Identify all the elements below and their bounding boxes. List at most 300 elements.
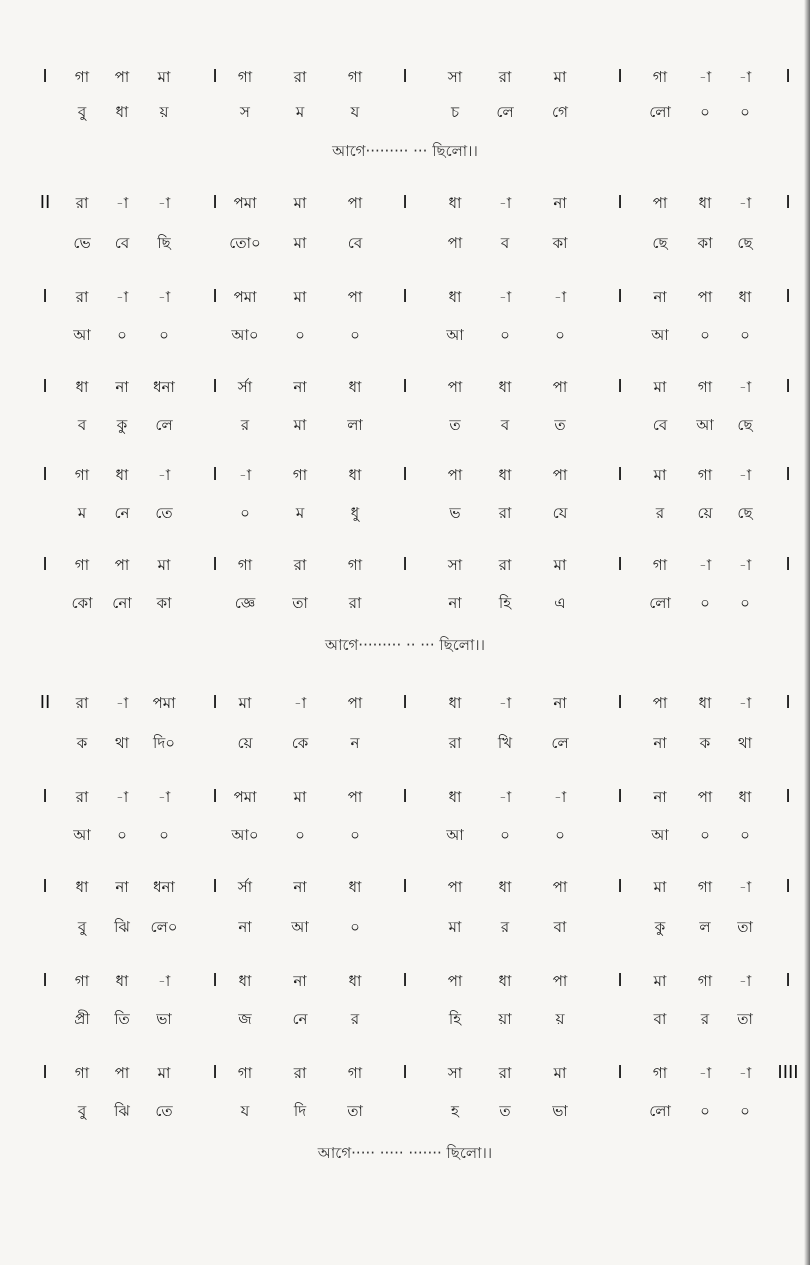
note-cell: -া [498, 694, 512, 712]
bar-line: I [402, 970, 408, 991]
note-cell: -া [157, 288, 171, 306]
lyric-syllable: লো [649, 103, 671, 121]
note-cell: ধা [115, 972, 129, 990]
note-cell: গা [347, 68, 363, 86]
note-cell: পা [447, 878, 463, 896]
note-cell: রা [75, 788, 89, 806]
swaralipi-row [0, 282, 810, 312]
bar-line: I [212, 876, 218, 897]
lyric-row [0, 97, 810, 127]
bar-line: I [212, 970, 218, 991]
lyric-syllable: য়ে [697, 504, 713, 522]
lyric-syllable: হ [451, 1102, 459, 1120]
note-cell: -া [553, 788, 567, 806]
note-cell: গা [697, 378, 713, 396]
note-cell: না [293, 972, 307, 990]
lyric-syllable: য়া [498, 1010, 512, 1028]
note-cell: ধা [448, 788, 462, 806]
lyric-row [0, 228, 810, 258]
lyric-syllable: তা [292, 594, 308, 612]
lyric-syllable: থা [737, 734, 753, 752]
lyric-syllable: ব [77, 416, 87, 434]
bar-line: II [39, 192, 51, 213]
note-cell: -া [498, 288, 512, 306]
note-cell: র্সা [237, 378, 253, 396]
note-cell: ধা [698, 694, 712, 712]
lyric-row [0, 588, 810, 618]
note-cell: -া [738, 68, 752, 86]
lyric-syllable: খি [497, 734, 513, 752]
note-cell: গা [652, 556, 668, 574]
note-cell: ধা [348, 972, 362, 990]
note-cell: -া [738, 694, 752, 712]
lyric-syllable: কো [71, 594, 93, 612]
note-cell: পা [552, 466, 568, 484]
lyric-syllable: লো [649, 1102, 671, 1120]
note-cell: মা [653, 378, 667, 396]
bar-line: II [39, 692, 51, 713]
bar-line: I [617, 876, 623, 897]
lyric-syllable: তা [737, 918, 753, 936]
lyric-syllable: ০ [700, 103, 710, 121]
lyric-syllable: তি [114, 1010, 130, 1028]
note-cell: -া [115, 788, 129, 806]
lyric-syllable: য [350, 103, 360, 121]
lyric-syllable: র [350, 1010, 360, 1028]
bar-line: I [617, 970, 623, 991]
lyric-syllable: ক [699, 734, 711, 752]
note-cell: -া [698, 1064, 712, 1082]
note-cell: গা [697, 972, 713, 990]
bar-line: I [212, 286, 218, 307]
note-cell: -া [698, 68, 712, 86]
lyric-syllable: লে [496, 103, 514, 121]
note-cell: গা [237, 68, 253, 86]
note-cell: গা [697, 466, 713, 484]
lyric-syllable: ব [500, 416, 510, 434]
lyric-syllable: মা [293, 234, 307, 252]
swaralipi-row [0, 688, 810, 718]
bar-line: I [402, 692, 408, 713]
bar-line: I [617, 786, 623, 807]
lyric-syllable: তে [155, 1102, 173, 1120]
swaralipi-row [0, 966, 810, 996]
lyric-syllable: ছে [737, 504, 753, 522]
bar-line: I [42, 554, 48, 575]
bar-line: I [212, 376, 218, 397]
lyric-syllable: পা [447, 234, 463, 252]
lyric-syllable: বে [347, 234, 363, 252]
bar-line: I [785, 66, 791, 87]
bar-line: I [402, 192, 408, 213]
note-cell: পা [652, 194, 668, 212]
lyric-syllable: য়ে [237, 734, 253, 752]
lyric-syllable: নে [114, 504, 130, 522]
lyric-syllable: নে [292, 1010, 308, 1028]
note-cell: পা [552, 878, 568, 896]
lyric-syllable: র [240, 416, 250, 434]
lyric-syllable: য় [555, 1010, 565, 1028]
lyric-syllable: লা [347, 416, 363, 434]
bar-line: I [785, 786, 791, 807]
note-cell: না [293, 878, 307, 896]
note-cell: -া [115, 288, 129, 306]
page-edge-shadow [804, 0, 810, 1265]
lyric-syllable: ০ [740, 1102, 750, 1120]
lyric-syllable: ক [76, 734, 88, 752]
note-cell: পা [114, 68, 130, 86]
note-cell: রা [293, 68, 307, 86]
note-cell: মা [553, 556, 567, 574]
lyric-syllable: ধা [115, 103, 129, 121]
lyric-row [0, 498, 810, 528]
bar-line: I [402, 464, 408, 485]
note-cell: ধা [348, 378, 362, 396]
lyric-syllable: তে [155, 504, 173, 522]
lyric-syllable: ০ [350, 918, 360, 936]
note-cell: গা [292, 466, 308, 484]
bar-line: I [212, 464, 218, 485]
note-cell: রা [498, 1064, 512, 1082]
bar-line: I [212, 692, 218, 713]
lyric-syllable: আ [73, 326, 91, 344]
lyric-syllable: ল [699, 918, 711, 936]
bar-line: I [212, 554, 218, 575]
lyric-syllable: আ [73, 826, 91, 844]
bar-line: I [785, 970, 791, 991]
lyric-syllable: কা [697, 234, 713, 252]
lyric-syllable: জ্ঞে [234, 594, 256, 612]
note-cell: ধা [115, 466, 129, 484]
note-cell: গা [74, 68, 90, 86]
lyric-syllable: ০ [350, 826, 360, 844]
note-cell: পমা [233, 194, 257, 212]
lyric-syllable: ০ [740, 103, 750, 121]
bar-line: I [42, 376, 48, 397]
bar-line: I [617, 692, 623, 713]
note-cell: ধা [498, 878, 512, 896]
lyric-syllable: যে [552, 504, 568, 522]
lyric-syllable: লে [155, 416, 173, 434]
note-cell: রা [293, 556, 307, 574]
note-cell: -া [115, 694, 129, 712]
lyric-syllable: রা [448, 734, 462, 752]
lyric-syllable: ভা [156, 1010, 172, 1028]
note-cell: মা [553, 68, 567, 86]
bar-line: I [212, 1062, 218, 1083]
lyric-syllable: কা [156, 594, 172, 612]
lyric-syllable: এ [554, 594, 566, 612]
note-cell: পা [347, 194, 363, 212]
note-cell: গা [74, 556, 90, 574]
note-cell: -া [498, 788, 512, 806]
bar-line: I [617, 376, 623, 397]
lyric-syllable: আ [291, 918, 309, 936]
lyric-syllable: ভে [73, 234, 91, 252]
lyric-syllable: ভ [449, 504, 461, 522]
swaralipi-row [0, 460, 810, 490]
note-cell: মা [653, 878, 667, 896]
lyric-syllable: ০ [159, 826, 169, 844]
lyric-syllable: ০ [555, 826, 565, 844]
lyric-syllable: য [240, 1102, 250, 1120]
note-cell: রা [75, 288, 89, 306]
bar-line: I [785, 876, 791, 897]
bar-line: I [617, 286, 623, 307]
lyric-syllable: ম [295, 504, 305, 522]
bar-line: I [617, 66, 623, 87]
note-cell: গা [697, 878, 713, 896]
lyric-syllable: ০ [117, 826, 127, 844]
note-cell: গা [74, 466, 90, 484]
lyric-syllable: তা [737, 1010, 753, 1028]
lyric-row [0, 820, 810, 850]
note-cell: মা [653, 972, 667, 990]
note-cell: -া [738, 194, 752, 212]
note-cell: -া [157, 972, 171, 990]
note-cell: গা [347, 1064, 363, 1082]
swaralipi-row [0, 782, 810, 812]
note-cell: ধা [238, 972, 252, 990]
note-cell: -া [157, 194, 171, 212]
lyric-syllable: কু [116, 416, 128, 434]
lyric-syllable: র [655, 504, 665, 522]
lyric-syllable: বু [77, 918, 87, 936]
note-cell: পা [652, 694, 668, 712]
note-cell: পা [347, 288, 363, 306]
bar-line: I [617, 464, 623, 485]
swaralipi-row [0, 1058, 810, 1088]
lyric-syllable: জ [238, 1010, 252, 1028]
lyric-syllable: না [448, 594, 462, 612]
note-cell: ধা [75, 878, 89, 896]
swaralipi-row [0, 372, 810, 402]
lyric-syllable: আ [696, 416, 714, 434]
note-cell: গা [347, 556, 363, 574]
lyric-syllable: তা [347, 1102, 363, 1120]
bar-line: I [42, 66, 48, 87]
lyric-syllable: আ [446, 826, 464, 844]
note-cell: পা [447, 972, 463, 990]
note-cell: না [553, 194, 567, 212]
bar-line: I [42, 286, 48, 307]
note-cell: পা [114, 1064, 130, 1082]
note-cell: পা [697, 788, 713, 806]
note-cell: মা [157, 556, 171, 574]
bar-line: IIII [777, 1062, 799, 1083]
note-cell: পা [347, 694, 363, 712]
note-cell: পমা [152, 694, 176, 712]
lyric-syllable: হি [448, 1010, 462, 1028]
bar-line: I [42, 464, 48, 485]
lyric-syllable: ত [554, 416, 566, 434]
lyric-syllable: থা [114, 734, 130, 752]
note-cell: না [653, 788, 667, 806]
note-cell: না [653, 288, 667, 306]
note-cell: ধা [75, 378, 89, 396]
note-cell: মা [157, 68, 171, 86]
note-cell: ধা [498, 972, 512, 990]
bar-line: I [402, 876, 408, 897]
note-cell: মা [553, 1064, 567, 1082]
bar-line: I [785, 376, 791, 397]
swaralipi-row [0, 188, 810, 218]
note-cell: ধা [448, 288, 462, 306]
refrain-line: আগে········· ·· ··· ছিলো।। [324, 636, 486, 654]
bar-line: I [42, 876, 48, 897]
lyric-syllable: আ [651, 326, 669, 344]
lyric-syllable: ছে [737, 234, 753, 252]
note-cell: -া [157, 466, 171, 484]
note-cell: -া [157, 788, 171, 806]
lyric-syllable: ম [77, 504, 87, 522]
bar-line: I [617, 554, 623, 575]
lyric-syllable: প্রী [74, 1010, 90, 1028]
note-cell: না [115, 878, 129, 896]
bar-line: I [785, 286, 791, 307]
lyric-syllable: কে [291, 734, 309, 752]
lyric-syllable: বা [553, 918, 567, 936]
lyric-syllable: তো০ [229, 234, 261, 252]
note-cell: -া [738, 1064, 752, 1082]
note-cell: মা [653, 466, 667, 484]
lyric-syllable: ০ [295, 826, 305, 844]
lyric-row [0, 320, 810, 350]
lyric-syllable: আ০ [231, 826, 259, 844]
lyric-syllable: ভা [552, 1102, 568, 1120]
lyric-syllable: রা [498, 504, 512, 522]
bar-line: I [212, 192, 218, 213]
bar-line: I [402, 286, 408, 307]
bar-line: I [402, 66, 408, 87]
lyric-syllable: বে [652, 416, 668, 434]
bar-line: I [42, 786, 48, 807]
lyric-syllable: ০ [159, 326, 169, 344]
lyric-syllable: ছে [737, 416, 753, 434]
lyric-syllable: মা [293, 416, 307, 434]
note-cell: র্সা [237, 878, 253, 896]
lyric-syllable: বে [114, 234, 130, 252]
note-cell: ধা [738, 288, 752, 306]
lyric-syllable: আ [446, 326, 464, 344]
note-cell: রা [498, 556, 512, 574]
swaralipi-row [0, 872, 810, 902]
lyric-syllable: লো [649, 594, 671, 612]
lyric-syllable: বু [77, 1102, 87, 1120]
lyric-syllable: ন [350, 734, 360, 752]
bar-line: I [42, 1062, 48, 1083]
note-cell: -া [738, 466, 752, 484]
lyric-syllable: লে০ [150, 918, 178, 936]
note-cell: ধা [498, 378, 512, 396]
lyric-syllable: আ [651, 826, 669, 844]
note-cell: ধা [448, 694, 462, 712]
bar-line: I [402, 1062, 408, 1083]
note-cell: সা [447, 556, 463, 574]
note-cell: পা [447, 466, 463, 484]
bar-line: I [785, 464, 791, 485]
note-cell: মা [238, 694, 252, 712]
lyric-syllable: চ [450, 103, 460, 121]
note-cell: ধা [348, 878, 362, 896]
note-cell: গা [652, 1064, 668, 1082]
note-cell: সা [447, 68, 463, 86]
lyric-syllable: দি০ [153, 734, 175, 752]
lyric-syllable: ০ [740, 826, 750, 844]
note-cell: -া [738, 878, 752, 896]
note-cell: -া [115, 194, 129, 212]
lyric-syllable: ধু [350, 504, 360, 522]
lyric-row [0, 410, 810, 440]
note-cell: ধা [348, 466, 362, 484]
lyric-syllable: ০ [350, 326, 360, 344]
note-cell: না [293, 378, 307, 396]
note-cell: পা [552, 972, 568, 990]
note-cell: -া [698, 556, 712, 574]
note-cell: পা [114, 556, 130, 574]
lyric-syllable: হি [498, 594, 512, 612]
lyric-syllable: ০ [500, 826, 510, 844]
note-cell: রা [293, 1064, 307, 1082]
note-cell: -া [738, 378, 752, 396]
bar-line: I [785, 692, 791, 713]
note-cell: ধনা [153, 878, 175, 896]
note-cell: গা [74, 972, 90, 990]
note-cell: গা [74, 1064, 90, 1082]
lyric-syllable: বু [77, 103, 87, 121]
note-cell: -া [238, 466, 252, 484]
note-cell: রা [498, 68, 512, 86]
note-cell: রা [75, 694, 89, 712]
lyric-syllable: ম [295, 103, 305, 121]
lyric-syllable: ০ [117, 326, 127, 344]
note-cell: পমা [233, 288, 257, 306]
lyric-syllable: ০ [555, 326, 565, 344]
bar-line: I [785, 192, 791, 213]
lyric-syllable: ০ [240, 504, 250, 522]
note-cell: পা [697, 288, 713, 306]
note-cell: না [553, 694, 567, 712]
note-cell: -া [553, 288, 567, 306]
lyric-syllable: ছি [157, 234, 171, 252]
note-cell: রা [75, 194, 89, 212]
swaralipi-row [0, 62, 810, 92]
refrain-line: আগে········· ··· ছিলো।। [332, 142, 478, 160]
lyric-syllable: বা [653, 1010, 667, 1028]
bar-line: I [617, 1062, 623, 1083]
lyric-syllable: ০ [700, 594, 710, 612]
swaralipi-row [0, 550, 810, 580]
lyric-syllable: নো [112, 594, 132, 612]
note-cell: গা [237, 556, 253, 574]
lyric-syllable: কা [552, 234, 568, 252]
note-cell: পা [447, 378, 463, 396]
bar-line: I [212, 786, 218, 807]
bar-line: I [212, 66, 218, 87]
lyric-syllable: আ০ [231, 326, 259, 344]
note-cell: গা [652, 68, 668, 86]
note-cell: -া [738, 972, 752, 990]
note-cell: -া [738, 556, 752, 574]
note-cell: না [115, 378, 129, 396]
lyric-syllable: রা [348, 594, 362, 612]
note-cell: সা [447, 1064, 463, 1082]
note-cell: ধনা [153, 378, 175, 396]
bar-line: I [402, 786, 408, 807]
lyric-syllable: ত [449, 416, 461, 434]
refrain-line: আগে····· ····· ······· ছিলো।। [317, 1144, 493, 1162]
lyric-syllable: ০ [700, 1102, 710, 1120]
